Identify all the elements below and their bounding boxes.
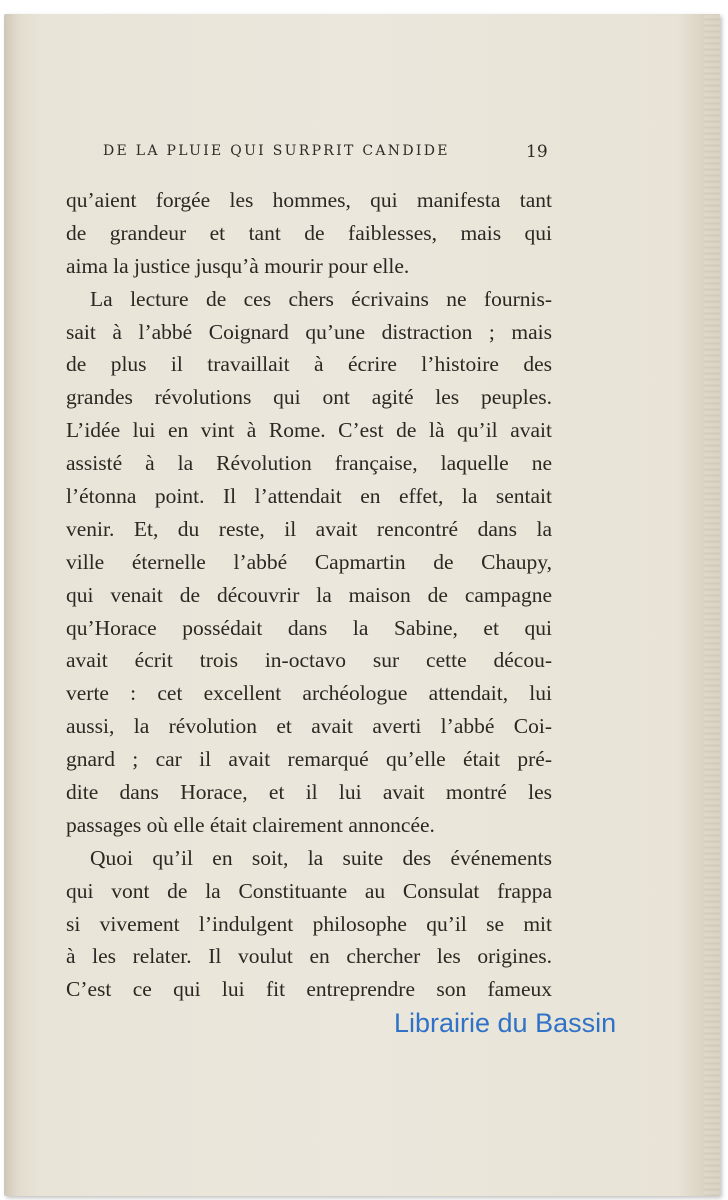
text-line: sait à l’abbé Coignard qu’une distraction ; mais [66,319,552,344]
text-line: passages où elle était clairement annoncée. [66,812,435,837]
text-line: qui vont de la Constituante au Consulat frappa [66,878,552,903]
text-line: aima la justice jusqu’à mourir pour elle. [66,253,410,278]
page-edge [704,14,720,1196]
text-line: si vivement l’indulgent philosophe qu’il se mit [66,911,552,936]
watermark: Librairie du Bassin [394,1008,617,1038]
text-line: assisté à la Révolution française, laquelle ne [66,451,552,476]
text-line: gnard ; car il avait remarqué qu’elle était pré- [66,747,552,772]
text-line: C’est ce qui lui fit entreprendre son fameux [66,977,552,1002]
text-line: dite dans Horace, et il lui avait montré les [66,780,552,805]
text-line: Quoi qu’il en soit, la suite des événements [90,845,552,870]
text-line: verte : cet excellent archéologue attendait, lui [66,681,552,706]
text-line: venir. Et, du reste, il avait rencontré dans la [66,516,552,541]
text-line: La lecture de ces chers écrivains ne fournis- [90,286,552,311]
text-line: de grandeur et tant de faiblesses, mais qui [66,220,552,245]
page-number: 19 [526,142,548,162]
text-line: de plus il travaillait à écrire l’histoire des [66,352,552,377]
text-line: l’étonna point. Il l’attendait en effet, la sentait [66,484,552,509]
text-line: aussi, la révolution et avait averti l’abbé Coi- [66,714,552,739]
text-line: grandes révolutions qui ont agité les peuples. [66,385,552,410]
text-line: avait écrit trois in-octavo sur cette décou- [66,648,552,673]
text-line: qui venait de découvrir la maison de campagne [66,582,552,607]
text-line: à les relater. Il voulut en chercher les origines. [66,944,552,969]
body-text [66,184,552,1006]
text-line: qu’Horace possédait dans la Sabine, et qui [66,615,552,640]
text-line: L’idée lui en vint à Rome. C’est de là qu’il avait [66,418,552,443]
text-line: ville éternelle l’abbé Capmartin de Chaupy, [66,549,552,574]
text-line: qu’aient forgée les hommes, qui manifesta tant [66,188,552,212]
running-head: DE LA PLUIE QUI SURPRIT CANDIDE [103,143,450,159]
